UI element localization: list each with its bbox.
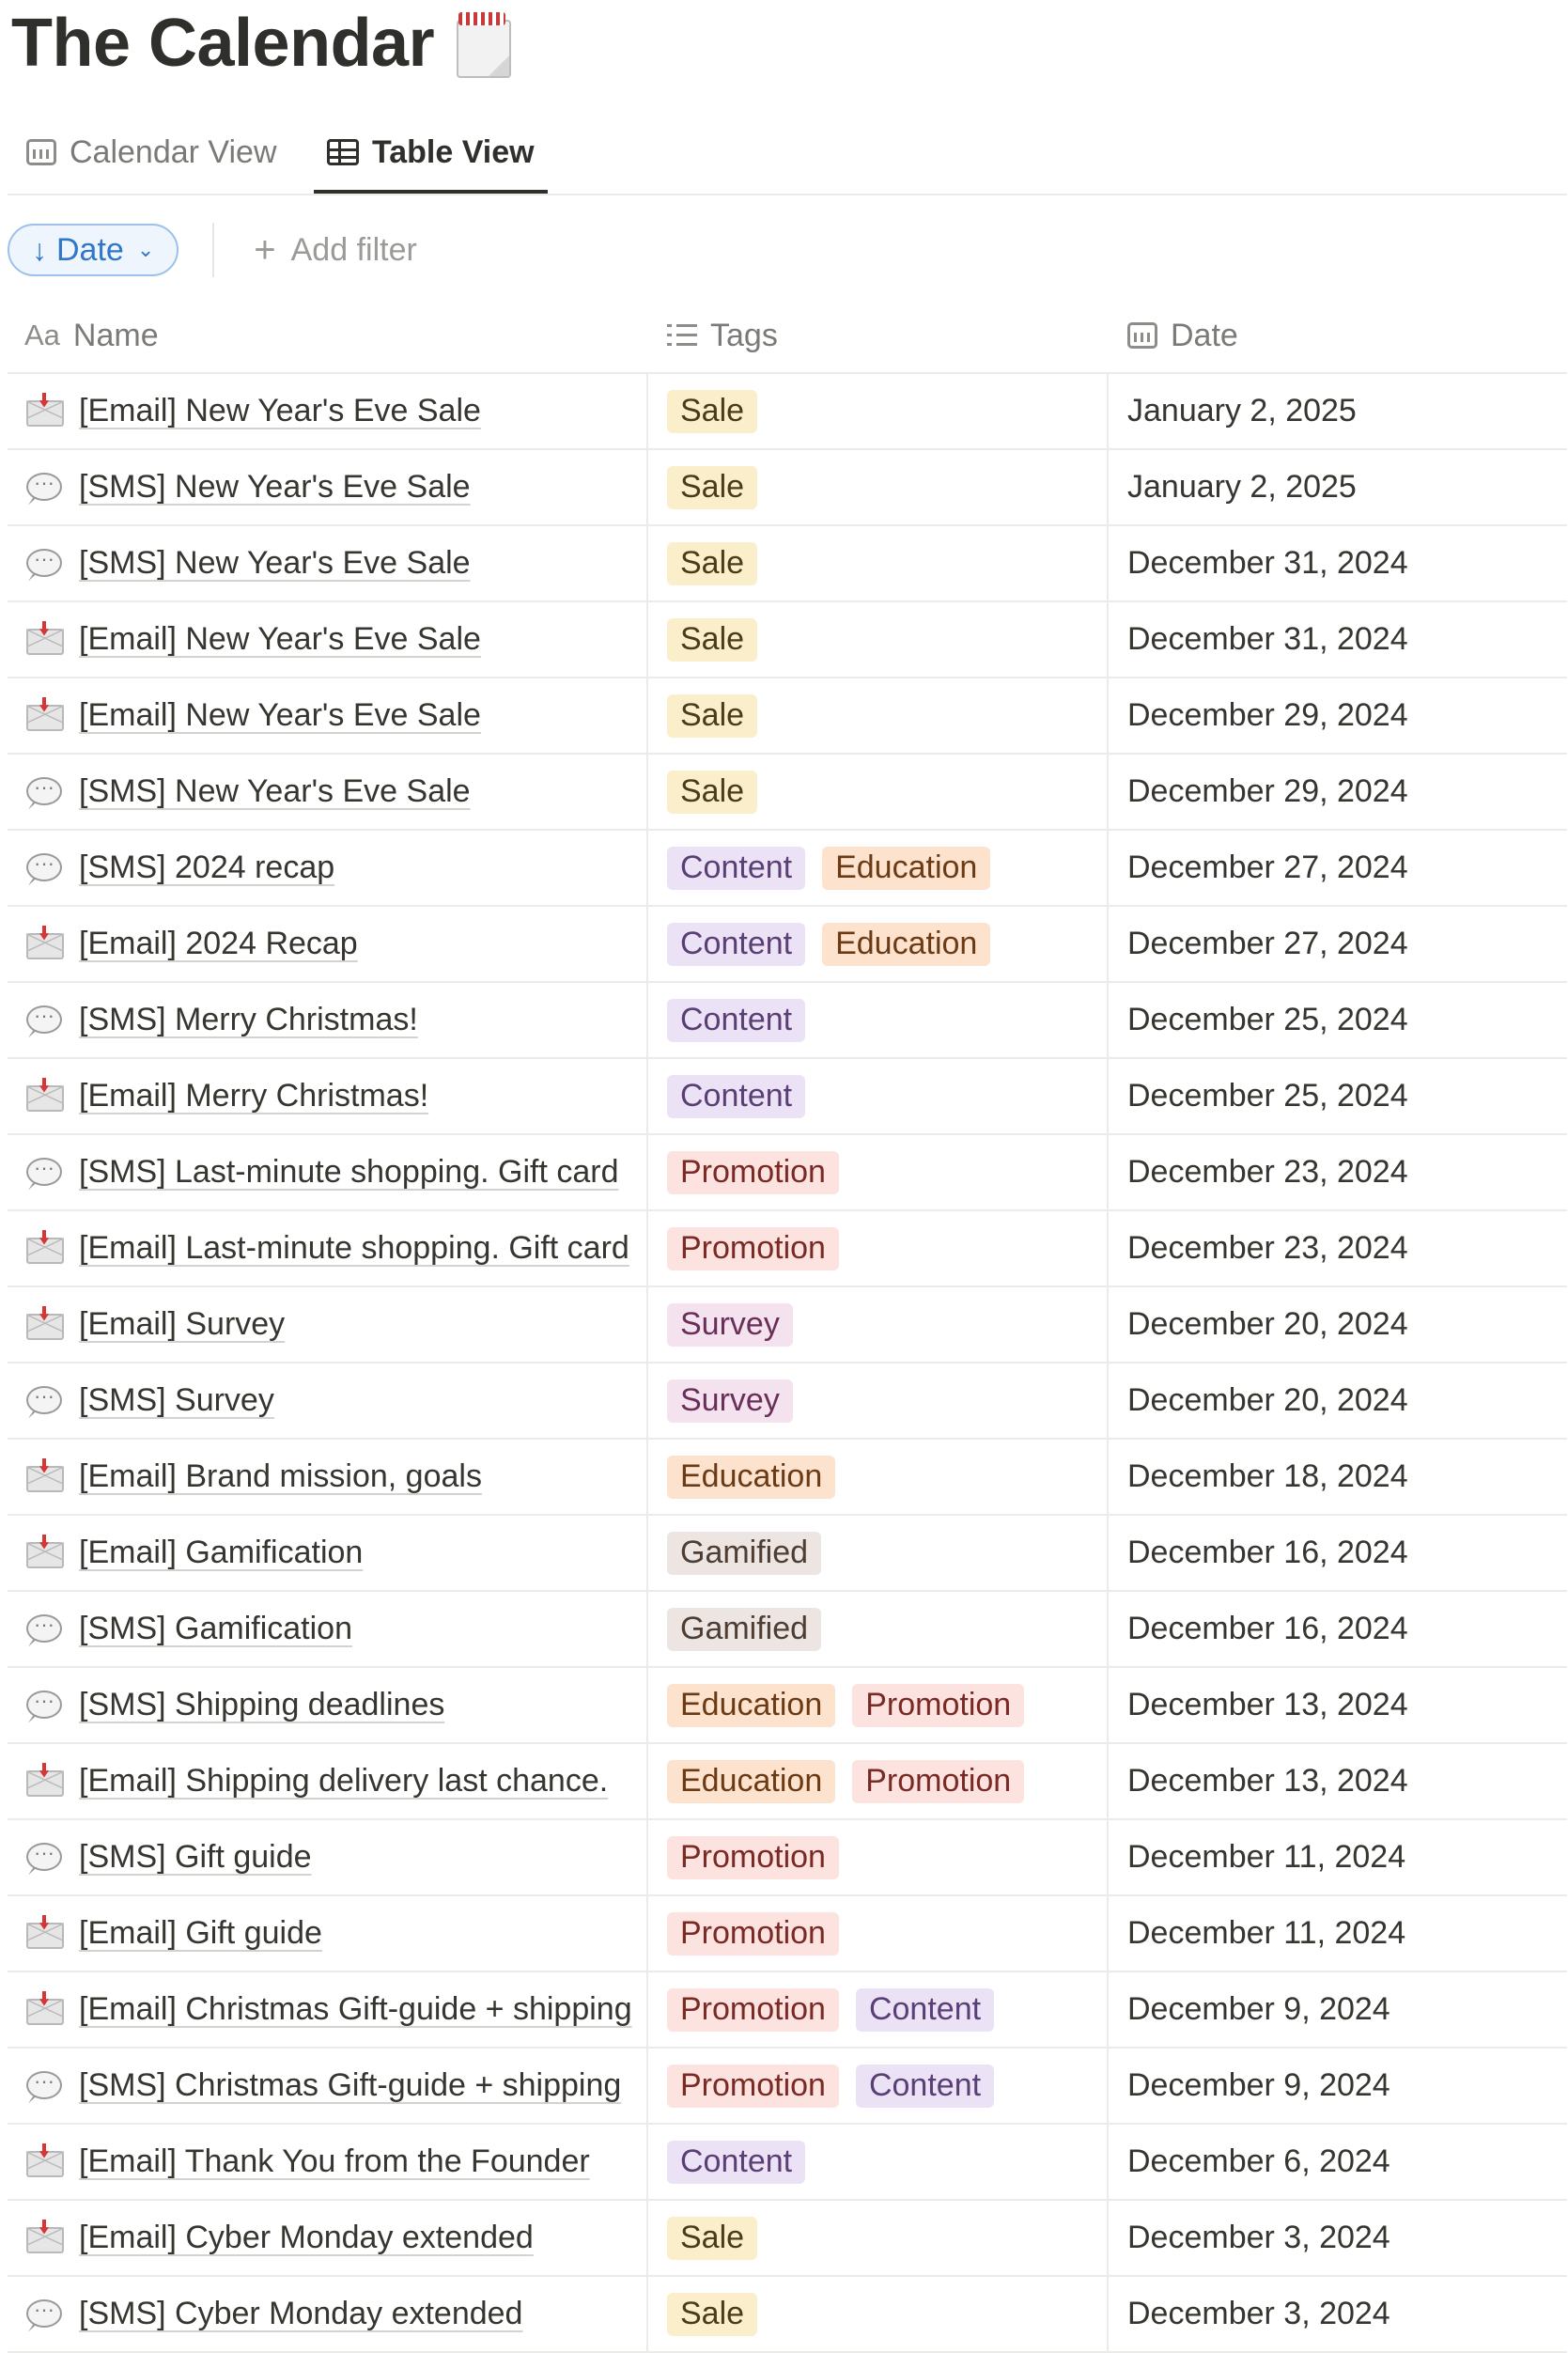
name-cell[interactable]: [8, 1668, 648, 1742]
row-title[interactable]: [SMS] 2024 recap: [79, 849, 335, 885]
column-header-name[interactable]: [8, 318, 648, 354]
table-row[interactable]: [8, 1059, 1567, 1135]
date-cell[interactable]: December 23, 2024: [1127, 1230, 1408, 1266]
date-cell[interactable]: December 9, 2024: [1127, 2067, 1390, 2103]
row-title[interactable]: [SMS] Christmas Gift-guide + shipping: [79, 2067, 622, 2103]
row-title[interactable]: [SMS] New Year's Eve Sale: [79, 773, 471, 809]
title-row: [11, 0, 511, 86]
name-cell[interactable]: [8, 1820, 648, 1894]
tags-cell[interactable]: [648, 1668, 1109, 1742]
row-title[interactable]: [Email] Merry Christmas!: [79, 1078, 429, 1114]
calendar-icon: [1127, 322, 1157, 349]
name-cell[interactable]: [8, 526, 648, 600]
tags-cell[interactable]: [648, 1440, 1109, 1514]
date-cell[interactable]: December 31, 2024: [1127, 621, 1408, 657]
tag-content[interactable]: Content: [667, 847, 805, 890]
tag-survey[interactable]: Survey: [667, 1303, 793, 1347]
tab-label: Calendar View: [70, 133, 277, 170]
date-cell[interactable]: December 31, 2024: [1127, 545, 1408, 581]
divider: [212, 223, 214, 277]
tag-sale[interactable]: Sale: [667, 694, 757, 738]
envelope-icon: [24, 1306, 66, 1344]
tag-content[interactable]: Content: [856, 2065, 994, 2108]
tag-sale[interactable]: Sale: [667, 2293, 757, 2336]
table-row[interactable]: [8, 1287, 1567, 1363]
date-cell[interactable]: December 27, 2024: [1127, 849, 1408, 885]
tag-promotion[interactable]: Promotion: [667, 1836, 839, 1879]
table-row[interactable]: [8, 1668, 1567, 1744]
tags-cell[interactable]: [648, 1896, 1109, 1971]
speech-bubble-icon: [24, 2296, 66, 2333]
name-cell[interactable]: [8, 831, 648, 905]
speech-bubble-icon: [24, 1687, 66, 1724]
name-cell[interactable]: [8, 602, 648, 677]
name-cell[interactable]: [8, 907, 648, 981]
name-cell[interactable]: [8, 1440, 648, 1514]
name-cell[interactable]: [8, 1059, 648, 1133]
tag-education[interactable]: Education: [667, 1456, 835, 1499]
tag-gamified[interactable]: Gamified: [667, 1608, 821, 1651]
envelope-icon: [24, 2220, 66, 2257]
tags-cell[interactable]: [648, 1287, 1109, 1362]
name-cell[interactable]: [8, 1211, 648, 1286]
table-row[interactable]: [8, 2201, 1567, 2277]
table-row[interactable]: [8, 374, 1567, 450]
table-row[interactable]: [8, 602, 1567, 678]
table-row[interactable]: [8, 831, 1567, 907]
add-filter-button[interactable]: [254, 229, 417, 272]
tags-cell[interactable]: [648, 526, 1109, 600]
envelope-icon: [24, 1763, 66, 1800]
table-row[interactable]: [8, 1211, 1567, 1287]
tag-education[interactable]: Education: [667, 1760, 835, 1803]
tag-sale[interactable]: Sale: [667, 390, 757, 433]
row-title[interactable]: [SMS] Cyber Monday extended: [79, 2296, 523, 2331]
table-row[interactable]: [8, 1592, 1567, 1668]
tags-cell[interactable]: [648, 1820, 1109, 1894]
plus-icon: +: [254, 228, 276, 271]
date-cell[interactable]: December 20, 2024: [1127, 1306, 1408, 1342]
tags-cell[interactable]: [648, 1592, 1109, 1666]
row-title[interactable]: [SMS] Gift guide: [79, 1839, 312, 1875]
date-cell[interactable]: December 16, 2024: [1127, 1611, 1408, 1646]
row-title[interactable]: [Email] Gamification: [79, 1535, 364, 1570]
date-cell[interactable]: December 16, 2024: [1127, 1535, 1408, 1570]
tag-sale[interactable]: Sale: [667, 771, 757, 814]
date-cell[interactable]: December 25, 2024: [1127, 1078, 1408, 1114]
envelope-icon: [24, 1915, 66, 1953]
tag-content[interactable]: Content: [667, 1075, 805, 1118]
table-body: [8, 374, 1567, 2353]
tags-cell[interactable]: [648, 1744, 1109, 1818]
tags-cell[interactable]: [648, 2277, 1109, 2351]
speech-bubble-icon: [24, 1839, 66, 1877]
row-title[interactable]: [Email] Gift guide: [79, 1915, 322, 1951]
table-row[interactable]: [8, 1820, 1567, 1896]
name-cell[interactable]: [8, 1592, 648, 1666]
text-property-icon: Aa: [24, 319, 60, 351]
table-row[interactable]: [8, 526, 1567, 602]
tag-content[interactable]: Content: [667, 923, 805, 966]
multi-select-icon: [667, 324, 697, 347]
tag-sale[interactable]: Sale: [667, 2217, 757, 2260]
date-cell[interactable]: December 18, 2024: [1127, 1458, 1408, 1494]
filter-bar: [8, 222, 417, 278]
tag-education[interactable]: Education: [822, 847, 990, 890]
row-title[interactable]: [SMS] Last-minute shopping. Gift card: [79, 1154, 619, 1190]
date-cell[interactable]: December 23, 2024: [1127, 1154, 1408, 1190]
tags-cell[interactable]: [648, 602, 1109, 677]
date-cell[interactable]: December 25, 2024: [1127, 1002, 1408, 1037]
envelope-icon: [24, 1230, 66, 1268]
column-label: Name: [72, 317, 159, 353]
tag-education[interactable]: Education: [667, 1684, 835, 1727]
name-cell[interactable]: [8, 2125, 648, 2199]
tags-cell[interactable]: [648, 983, 1109, 1057]
row-title[interactable]: [Email] Cyber Monday extended: [79, 2220, 534, 2255]
speech-bubble-icon: [24, 2067, 66, 2105]
speech-bubble-icon: [24, 849, 66, 887]
add-filter-label: Add filter: [290, 231, 417, 268]
row-title[interactable]: [Email] New Year's Eve Sale: [79, 393, 481, 429]
row-title[interactable]: [SMS] New Year's Eve Sale: [79, 469, 471, 505]
date-cell[interactable]: December 29, 2024: [1127, 773, 1408, 809]
row-title[interactable]: [SMS] Gamification: [79, 1611, 352, 1646]
view-tabs: [8, 113, 1567, 195]
table-row[interactable]: [8, 983, 1567, 1059]
name-cell[interactable]: [8, 1135, 648, 1209]
row-title[interactable]: [SMS] New Year's Eve Sale: [79, 545, 471, 581]
envelope-icon: [24, 621, 66, 659]
date-cell[interactable]: December 11, 2024: [1127, 1839, 1406, 1875]
row-title[interactable]: [SMS] Survey: [79, 1382, 274, 1418]
column-header-date[interactable]: [1109, 318, 1567, 354]
tags-cell[interactable]: [648, 831, 1109, 905]
database-table: [8, 299, 1567, 2353]
table-row[interactable]: [8, 1363, 1567, 1440]
table-icon: [327, 139, 359, 165]
table-row[interactable]: [8, 1896, 1567, 1972]
row-title[interactable]: [Email] New Year's Eve Sale: [79, 621, 481, 657]
envelope-icon: [24, 926, 66, 963]
row-title[interactable]: [SMS] Shipping deadlines: [79, 1687, 445, 1722]
name-cell[interactable]: [8, 2277, 648, 2351]
table-row[interactable]: [8, 450, 1567, 526]
tags-cell[interactable]: [648, 1516, 1109, 1590]
table-row[interactable]: [8, 1516, 1567, 1592]
date-cell[interactable]: December 11, 2024: [1127, 1915, 1406, 1951]
tags-cell[interactable]: [648, 1972, 1109, 2047]
date-cell[interactable]: December 13, 2024: [1127, 1687, 1408, 1722]
name-cell[interactable]: [8, 1896, 648, 1971]
table-row[interactable]: [8, 907, 1567, 983]
tags-cell[interactable]: [648, 907, 1109, 981]
tag-promotion[interactable]: Promotion: [667, 1988, 839, 2032]
date-cell[interactable]: December 9, 2024: [1127, 1991, 1390, 2027]
tag-survey[interactable]: Survey: [667, 1379, 793, 1423]
date-cell[interactable]: December 13, 2024: [1127, 1763, 1408, 1799]
name-cell[interactable]: [8, 374, 648, 448]
speech-bubble-icon: [24, 773, 66, 811]
row-title[interactable]: [Email] Brand mission, goals: [79, 1458, 482, 1494]
row-title[interactable]: [Email] 2024 Recap: [79, 926, 358, 961]
name-cell[interactable]: [8, 678, 648, 753]
date-cell[interactable]: December 20, 2024: [1127, 1382, 1408, 1418]
table-row[interactable]: [8, 678, 1567, 755]
tag-promotion[interactable]: Promotion: [667, 1151, 839, 1194]
tags-cell[interactable]: [648, 1135, 1109, 1209]
table-row[interactable]: [8, 1744, 1567, 1820]
tags-cell[interactable]: [648, 678, 1109, 753]
calendar-icon: [26, 139, 56, 165]
name-cell[interactable]: [8, 983, 648, 1057]
name-cell[interactable]: [8, 2049, 648, 2123]
tags-cell[interactable]: [648, 450, 1109, 524]
date-cell[interactable]: December 6, 2024: [1127, 2143, 1390, 2179]
envelope-icon: [24, 1535, 66, 1572]
tag-promotion[interactable]: Promotion: [667, 2065, 839, 2108]
row-title[interactable]: [Email] Survey: [79, 1306, 286, 1342]
name-cell[interactable]: [8, 1287, 648, 1362]
tags-cell[interactable]: [648, 1059, 1109, 1133]
tag-promotion[interactable]: Promotion: [667, 1227, 839, 1270]
name-cell[interactable]: [8, 1516, 648, 1590]
table-row[interactable]: [8, 2049, 1567, 2125]
speech-bubble-icon: [24, 1002, 66, 1039]
date-cell[interactable]: December 3, 2024: [1127, 2220, 1390, 2255]
tag-sale[interactable]: Sale: [667, 466, 757, 509]
date-cell[interactable]: January 2, 2025: [1127, 393, 1357, 429]
date-cell[interactable]: January 2, 2025: [1127, 469, 1357, 505]
column-label: Date: [1171, 317, 1238, 353]
tags-cell[interactable]: [648, 1363, 1109, 1438]
tags-cell[interactable]: [648, 374, 1109, 448]
name-cell[interactable]: [8, 450, 648, 524]
envelope-icon: [24, 1458, 66, 1496]
tag-gamified[interactable]: Gamified: [667, 1532, 821, 1575]
name-cell[interactable]: [8, 755, 648, 829]
tags-cell[interactable]: [648, 2125, 1109, 2199]
page-title: The Calendar: [11, 6, 435, 81]
name-cell[interactable]: [8, 1744, 648, 1818]
tab-label: Table View: [372, 133, 535, 170]
envelope-icon: [24, 1078, 66, 1115]
sort-label: Date: [56, 231, 124, 268]
column-header-tags[interactable]: [648, 318, 1109, 354]
speech-bubble-icon: [24, 1382, 66, 1420]
speech-bubble-icon: [24, 469, 66, 506]
tag-sale[interactable]: Sale: [667, 542, 757, 585]
table-row[interactable]: [8, 1135, 1567, 1211]
chevron-down-icon: ⌄: [136, 238, 155, 261]
tag-sale[interactable]: Sale: [667, 618, 757, 662]
date-cell[interactable]: December 27, 2024: [1127, 926, 1408, 961]
table-row[interactable]: [8, 2277, 1567, 2353]
date-cell[interactable]: December 3, 2024: [1127, 2296, 1390, 2331]
table-row[interactable]: [8, 755, 1567, 831]
tag-content[interactable]: Content: [667, 2141, 805, 2184]
tab-table-view[interactable]: [327, 113, 535, 192]
table-row[interactable]: [8, 1972, 1567, 2049]
tag-content[interactable]: Content: [667, 999, 805, 1042]
row-title[interactable]: [Email] Christmas Gift-guide + shipping: [79, 1991, 632, 2027]
name-cell[interactable]: [8, 1972, 648, 2047]
tag-promotion[interactable]: Promotion: [667, 1912, 839, 1956]
tags-cell[interactable]: [648, 2049, 1109, 2123]
tag-promotion[interactable]: Promotion: [852, 1760, 1024, 1803]
speech-bubble-icon: [24, 545, 66, 583]
tags-cell[interactable]: [648, 1211, 1109, 1286]
row-title[interactable]: [SMS] Merry Christmas!: [79, 1002, 418, 1037]
table-row[interactable]: [8, 1440, 1567, 1516]
arrow-down-icon: ↓: [32, 232, 47, 267]
spiral-calendar-icon[interactable]: [453, 10, 511, 76]
tab-calendar-view[interactable]: [26, 113, 277, 192]
row-title[interactable]: [Email] Shipping delivery last chance.: [79, 1763, 609, 1799]
envelope-icon: [24, 1991, 66, 2029]
sort-date-button[interactable]: [8, 224, 179, 276]
tag-education[interactable]: Education: [822, 923, 990, 966]
tag-content[interactable]: Content: [856, 1988, 994, 2032]
row-title[interactable]: [Email] Last-minute shopping. Gift card: [79, 1230, 629, 1266]
table-row[interactable]: [8, 2125, 1567, 2201]
date-cell[interactable]: December 29, 2024: [1127, 697, 1408, 733]
name-cell[interactable]: [8, 1363, 648, 1438]
column-label: Tags: [710, 317, 778, 353]
envelope-icon: [24, 2143, 66, 2181]
name-cell[interactable]: [8, 2201, 648, 2275]
envelope-icon: [24, 393, 66, 430]
row-title[interactable]: [Email] Thank You from the Founder: [79, 2143, 590, 2179]
speech-bubble-icon: [24, 1154, 66, 1192]
tag-promotion[interactable]: Promotion: [852, 1684, 1024, 1727]
tags-cell[interactable]: [648, 755, 1109, 829]
envelope-icon: [24, 697, 66, 735]
tags-cell[interactable]: [648, 2201, 1109, 2275]
table-header: [8, 299, 1567, 374]
speech-bubble-icon: [24, 1611, 66, 1648]
row-title[interactable]: [Email] New Year's Eve Sale: [79, 697, 481, 733]
